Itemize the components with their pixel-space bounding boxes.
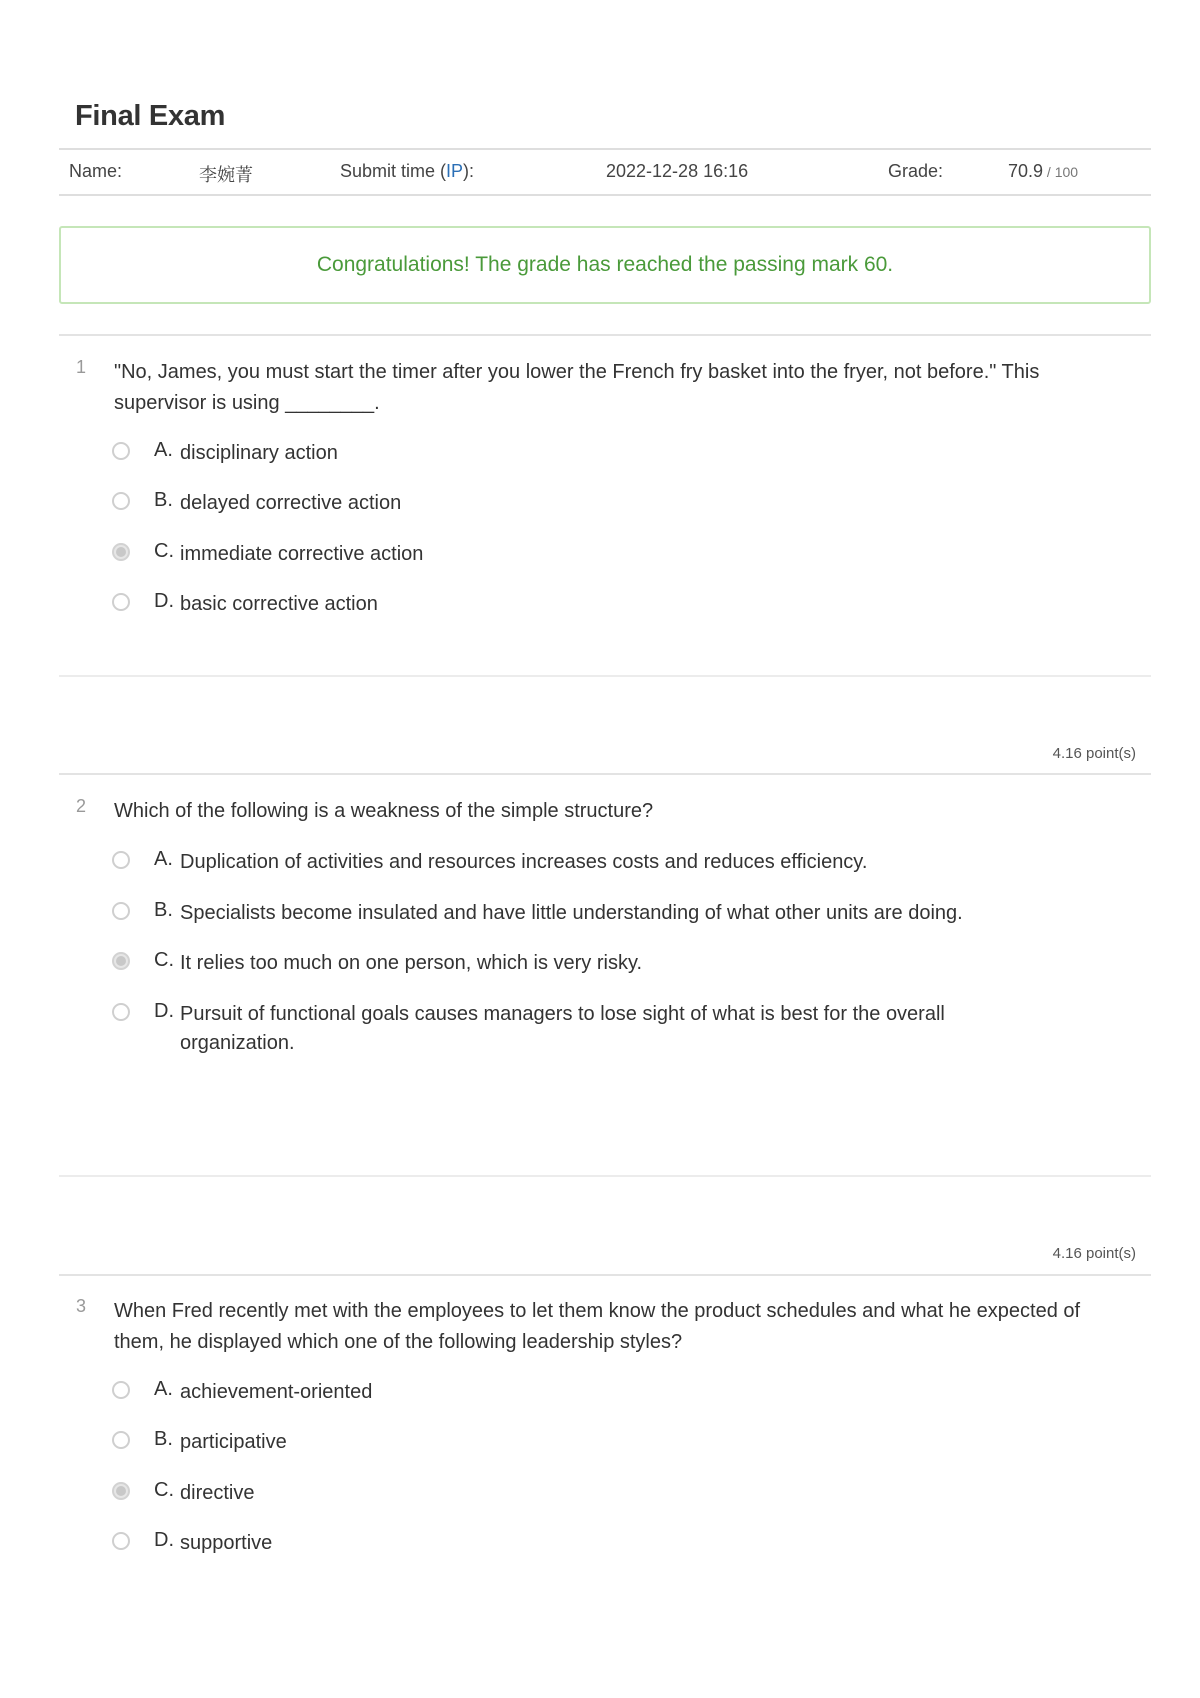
radio-button[interactable] (112, 851, 130, 869)
question-divider (59, 773, 1151, 775)
submit-label-suffix: ): (463, 161, 475, 181)
radio-button[interactable] (112, 593, 130, 611)
pass-notice: Congratulations! The grade has reached the passing mark 60. (59, 226, 1151, 304)
question-divider (59, 1274, 1151, 1276)
radio-button-selected[interactable] (112, 1482, 130, 1500)
question-text: Which of the following is a weakness of the simple structure? (114, 800, 654, 822)
radio-button[interactable] (112, 442, 130, 460)
exam-info-bar (59, 148, 1151, 196)
option-text: disciplinary action (180, 442, 338, 464)
grade-score: 70.9 (1008, 161, 1044, 181)
option-letter: A. (154, 848, 173, 870)
question-number: 3 (76, 1296, 87, 1316)
question-text: When Fred recently met with the employees to let them know the product schedules and what he expected of them, he displayed which one of the following leadership styles? (114, 1300, 1081, 1353)
radio-button[interactable] (112, 1532, 130, 1550)
option-letter: C. (154, 1479, 174, 1501)
option-text: delayed corrective action (180, 492, 402, 514)
option-text: directive (180, 1482, 255, 1504)
radio-button[interactable] (112, 492, 130, 510)
option-letter: B. (154, 899, 173, 921)
option-letter: D. (154, 1000, 174, 1022)
question-divider (59, 334, 1151, 336)
option-text: participative (180, 1431, 287, 1453)
option-text: Pursuit of functional goals causes managers to lose sight of what is best for the overall organization. (180, 1003, 945, 1054)
radio-button[interactable] (112, 902, 130, 920)
radio-button-selected[interactable] (112, 543, 130, 561)
grade-value (1008, 161, 1078, 182)
submit-time-label (340, 161, 474, 182)
radio-button[interactable] (112, 1381, 130, 1399)
option-text: It relies too much on one person, which is very risky. (180, 952, 643, 974)
submit-label-prefix: Submit time ( (340, 161, 447, 181)
question-number: 1 (76, 357, 87, 377)
ip-link[interactable]: IP (446, 161, 464, 181)
option-text: supportive (180, 1532, 273, 1554)
name-label: Name: (69, 161, 123, 181)
question-divider (59, 675, 1151, 677)
question-number: 2 (76, 796, 87, 816)
option-text: Duplication of activities and resources increases costs and reduces efficiency. (180, 851, 868, 873)
page-title: Final Exam (75, 100, 226, 132)
question-divider (59, 1175, 1151, 1177)
radio-button-selected[interactable] (112, 952, 130, 970)
option-letter: D. (154, 1529, 174, 1551)
radio-button[interactable] (112, 1003, 130, 1021)
option-text: immediate corrective action (180, 543, 424, 565)
option-letter: B. (154, 489, 173, 511)
submit-time-value: 2022-12-28 16:16 (606, 161, 749, 181)
option-letter: B. (154, 1428, 173, 1450)
radio-button[interactable] (112, 1431, 130, 1449)
option-text: achievement-oriented (180, 1381, 373, 1403)
option-letter: C. (154, 540, 174, 562)
grade-max: / 100 (1043, 164, 1079, 180)
option-letter: A. (154, 1378, 173, 1400)
option-letter: D. (154, 590, 174, 612)
option-letter: C. (154, 949, 174, 971)
question-text: "No, James, you must start the timer after you lower the French fry basket into the fryer, not before." This supervisor is using ________. (114, 361, 1040, 414)
name-value: 李婉菁 (199, 165, 253, 185)
option-text: Specialists become insulated and have little understanding of what other units are doing. (180, 902, 963, 924)
grade-label: Grade: (888, 161, 944, 181)
question-points: 4.16 point(s) (1052, 1245, 1136, 1262)
option-letter: A. (154, 439, 173, 461)
option-text: basic corrective action (180, 593, 378, 615)
question-points: 4.16 point(s) (1052, 745, 1136, 762)
